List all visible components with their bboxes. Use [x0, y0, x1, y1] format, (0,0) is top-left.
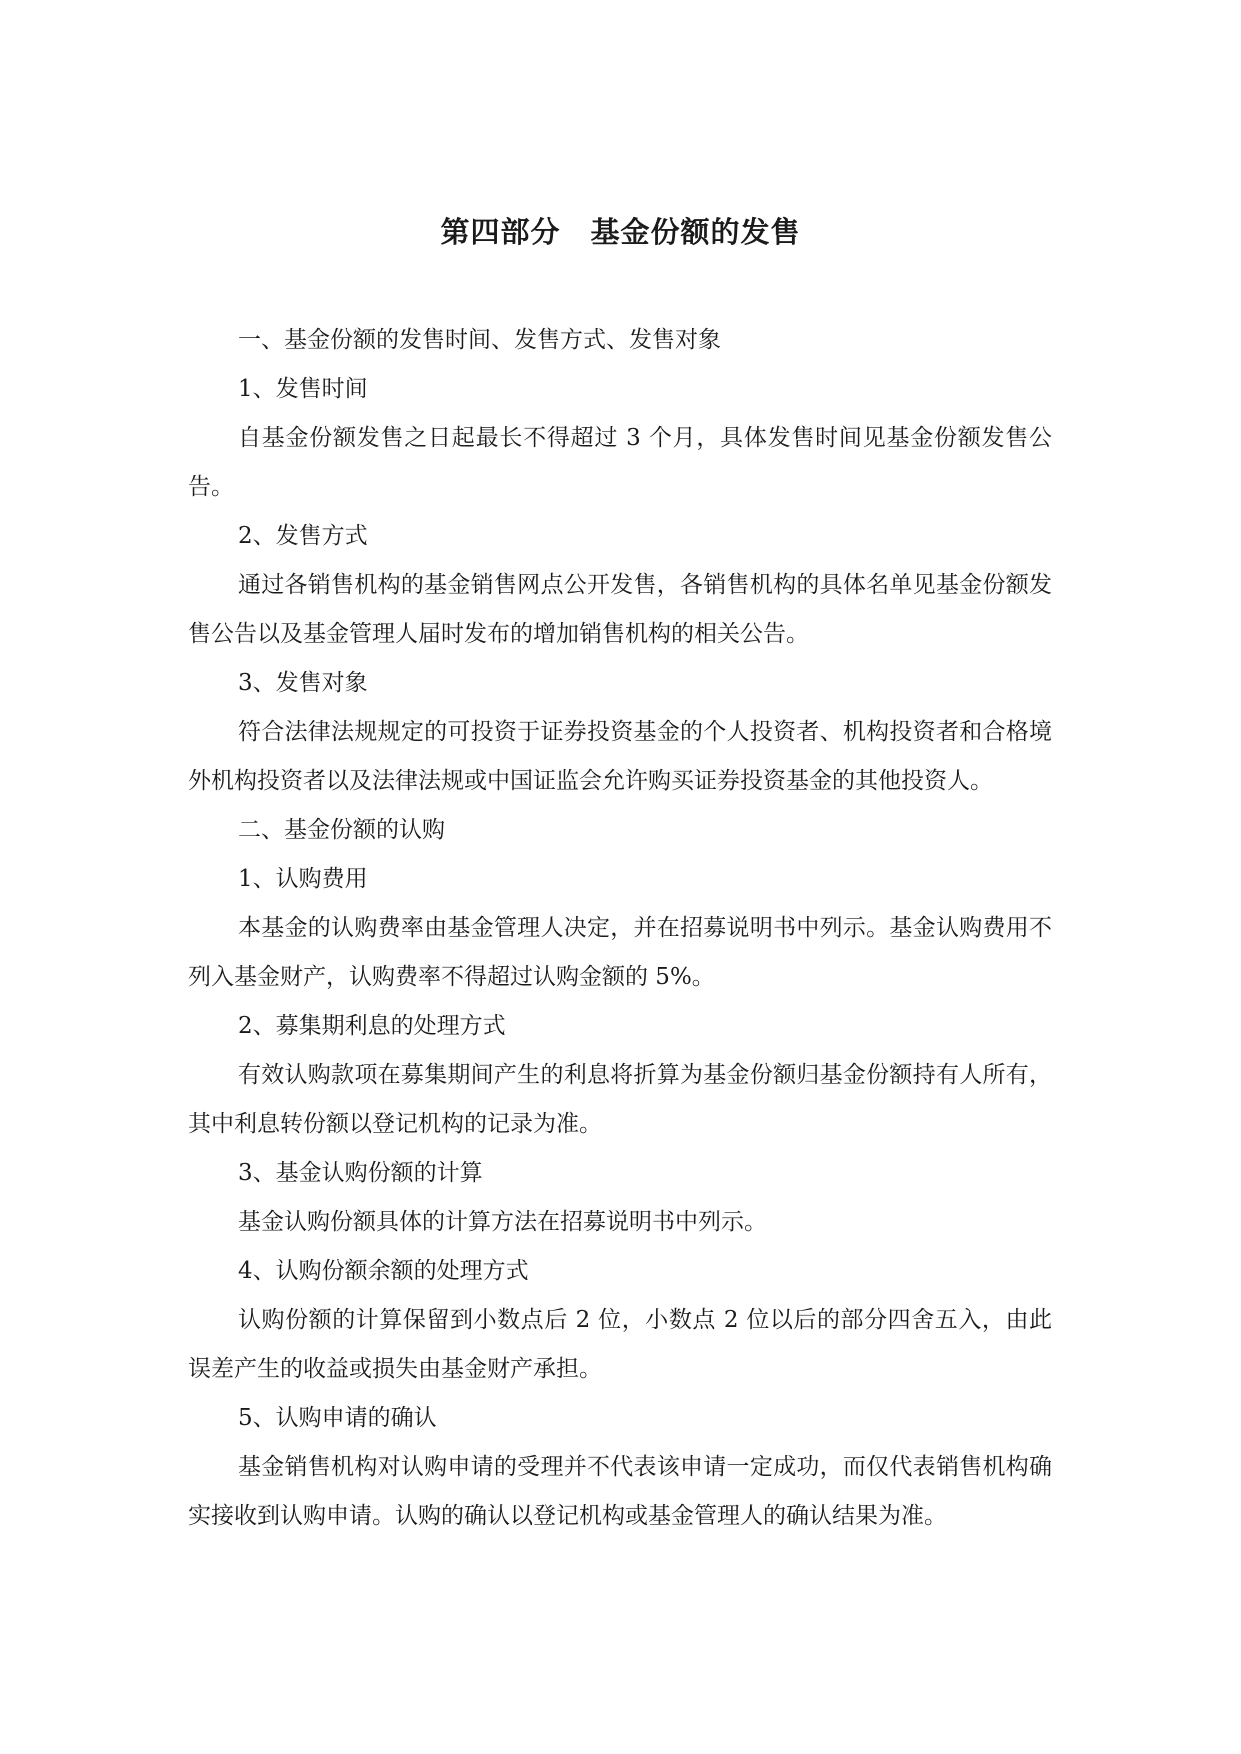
subsection-heading: 3、基金认购份额的计算: [238, 1160, 483, 1186]
document-body: [188, 316, 1052, 1541]
section-heading-2: 二、基金份额的认购: [238, 817, 445, 843]
subsection-heading: 2、发售方式: [238, 523, 368, 549]
paragraph: 基金认购份额具体的计算方法在招募说明书中列示。: [238, 1209, 767, 1235]
paragraph: 本基金的认购费率由基金管理人决定，并在招募说明书中列示。基金认购费用不列入基金财产，认购费率不得超过认购金额的 5%。: [188, 915, 1052, 990]
paragraph: 认购份额的计算保留到小数点后 2 位，小数点 2 位以后的部分四舍五入，由此误差产生的收益或损失由基金财产承担。: [188, 1307, 1052, 1382]
subsection-heading: 4、认购份额余额的处理方式: [238, 1258, 529, 1284]
subsection-heading: 2、募集期利息的处理方式: [238, 1013, 506, 1039]
paragraph: 通过各销售机构的基金销售网点公开发售，各销售机构的具体名单见基金份额发售公告以及基金管理人届时发布的增加销售机构的相关公告。: [188, 572, 1052, 647]
page-title: 第四部分 基金份额的发售: [440, 215, 801, 249]
paragraph: 自基金份额发售之日起最长不得超过 3 个月，具体发售时间见基金份额发售公告。: [188, 425, 1052, 500]
paragraph: 符合法律法规规定的可投资于证券投资基金的个人投资者、机构投资者和合格境外机构投资者以及法律法规或中国证监会允许购买证券投资基金的其他投资人。: [188, 719, 1052, 794]
subsection-heading: 5、认购申请的确认: [238, 1405, 437, 1431]
paragraph: 基金销售机构对认购申请的受理并不代表该申请一定成功，而仅代表销售机构确实接收到认购申请。认购的确认以登记机构或基金管理人的确认结果为准。: [188, 1454, 1052, 1529]
subsection-heading: 1、发售时间: [238, 376, 368, 402]
subsection-heading: 3、发售对象: [238, 670, 368, 696]
section-heading-1: 一、基金份额的发售时间、发售方式、发售对象: [238, 327, 721, 353]
paragraph: 有效认购款项在募集期间产生的利息将折算为基金份额归基金份额持有人所有，其中利息转份额以登记机构的记录为准。: [188, 1062, 1052, 1137]
subsection-heading: 1、认购费用: [238, 866, 368, 892]
